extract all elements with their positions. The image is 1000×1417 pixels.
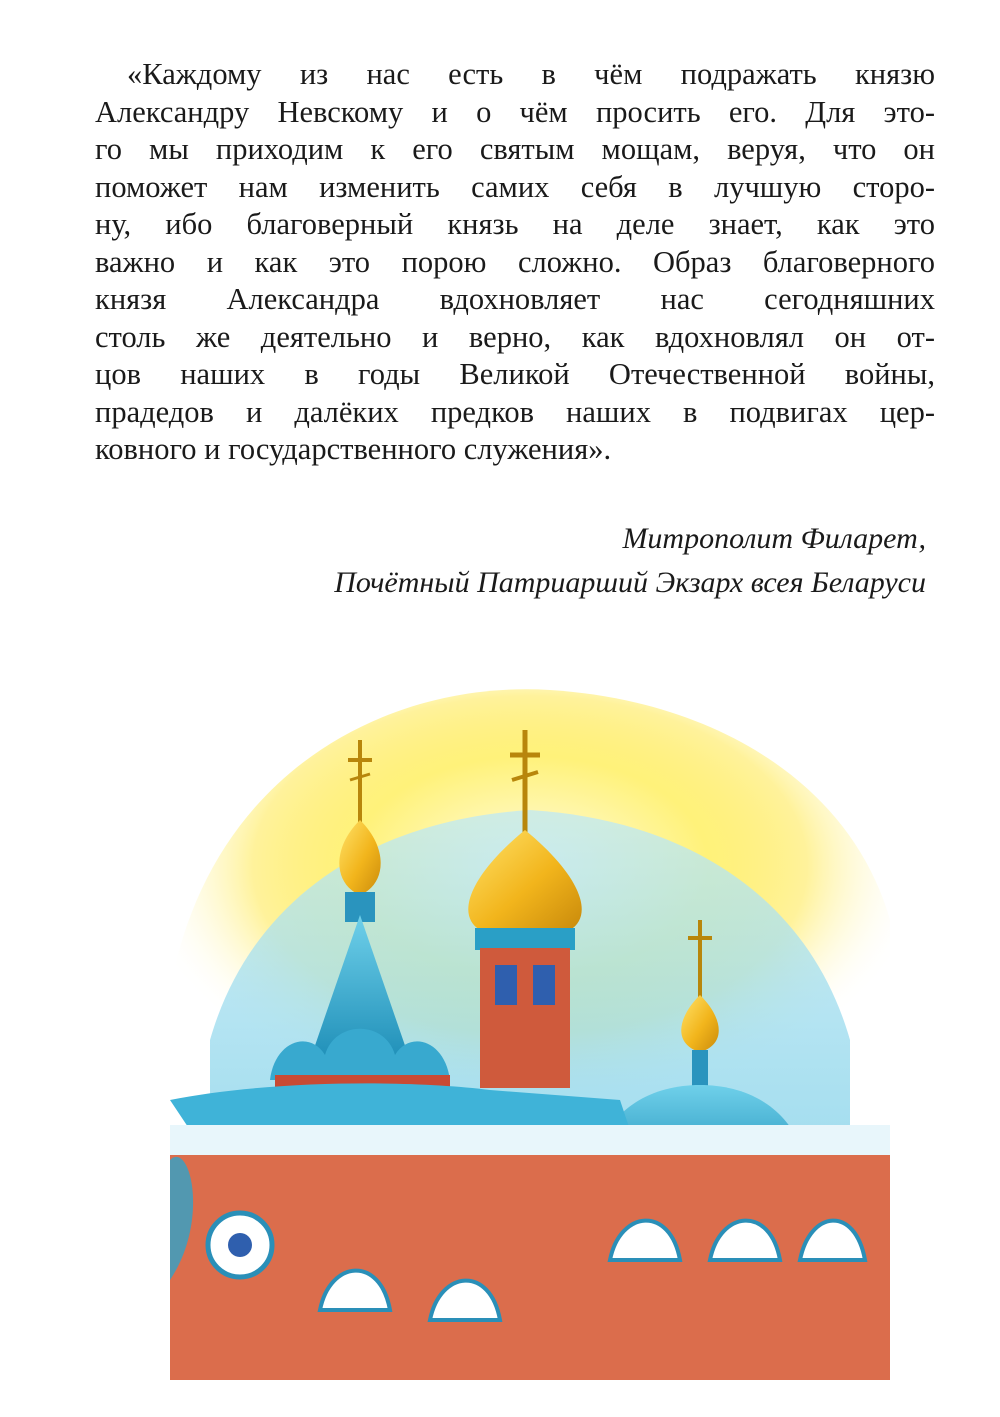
church-illustration (150, 660, 910, 1400)
quote-line: го мы приходим к его святым мощам, веруя, что он (95, 132, 935, 166)
quote-line: цов наших в годы Великой Отечественной войны, (95, 357, 935, 391)
signature-name: Митрополит Филарет, (622, 522, 926, 555)
signature-title: Почётный Патриарший Экзарх всея Беларуси (334, 566, 926, 599)
church-building (170, 1083, 890, 1380)
quote-line: столь же деятельно и верно, как вдохновлял он от- (95, 319, 935, 354)
quote-line: Александру Невскому и о чём просить его. Для это- (95, 94, 935, 129)
quote-line: «Каждому из нас есть в чём подражать князю (127, 57, 935, 91)
quote-line: важно и как это порою сложно. Образ благоверного (95, 244, 935, 279)
quote-line: князя Александра вдохновляет нас сегодняшних (95, 282, 935, 316)
signature (334, 517, 926, 605)
quote-line: ковного и государственного служения». (95, 432, 612, 466)
quote-line: поможет нам изменить самих себя в лучшую сторо- (95, 169, 935, 204)
quote-line: прадедов и далёких предков наших в подвигах цер- (95, 394, 935, 429)
quote-line: ну, ибо благоверный князь на деле знает, как это (95, 207, 935, 241)
quote-text (95, 56, 935, 469)
